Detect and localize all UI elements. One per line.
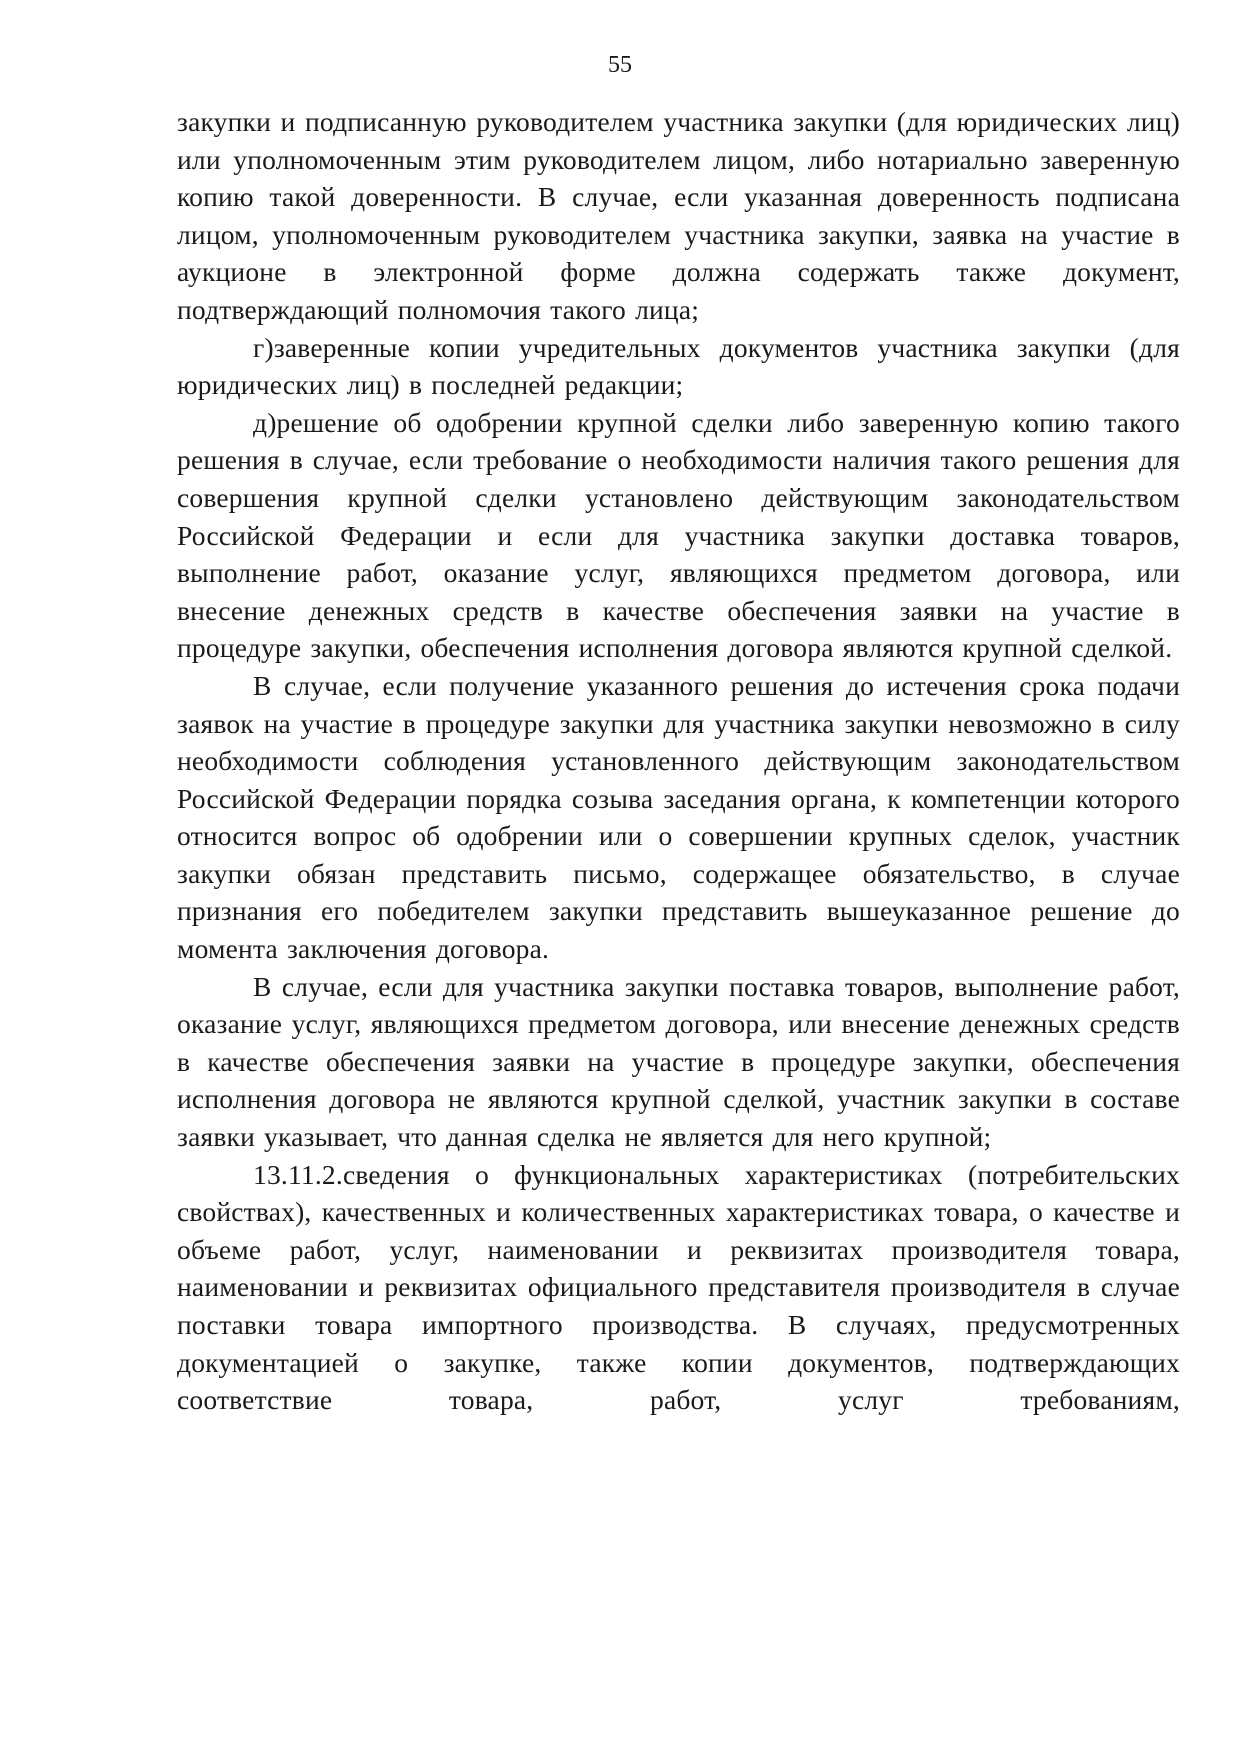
paragraph-large-deal-deadline: В случае, если получение указанного решения до истечения срока подачи заявок на участие в процедуре закупки для участника закупки невозможно в силу необходимости соблюдения установленного действующим законодательством Российской Федерации порядка созыва заседания органа, к компетенции которого относится вопрос об одобрении или о совершении крупных сделок, участник закупки обязан представить письмо, содержащее обязательство, в случае признания его победителем закупки представить вышеуказанное решение до момента заключения договора. xyxy=(177,669,1180,965)
paragraph-item-g: г)заверенные копии учредительных документов участника закупки (для юридических лиц) в последней редакции; xyxy=(177,331,1180,401)
paragraph-section-13-11-2: 13.11.2.сведения о функциональных характеристиках (потребительских свойствах), качественных и количественных характеристиках товара, о качестве и объеме работ, услуг, наименовании и реквизитах производителя товара, наименовании и реквизитах официального представителя производителя в случае поставки товара импортного производства. В случаях, предусмотренных документацией о закупке, также копии документов, подтверждающих соответствие товара, работ, услуг требованиям, xyxy=(177,1158,1180,1416)
paragraph-continuation: закупки и подписанную руководителем участника закупки (для юридических лиц) или уполномоченным этим руководителем лицом, либо нотариально заверенную копию такой доверенности. В случае, если указанная доверенность подписана лицом, уполномоченным руководителем участника закупки, заявка на участие в аукционе в электронной форме должна содержать также документ, подтверждающий полномочия такого лица; xyxy=(177,106,1180,325)
page-number: 55 xyxy=(608,52,632,78)
paragraph-item-d: д)решение об одобрении крупной сделки либо заверенную копию такого решения в случае, если требование о необходимости наличия такого решения для совершения крупной сделки установлено действующим законодательством Российской Федерации и если для участника закупки доставка товаров, выполнение работ, оказание услуг, являющихся предметом договора, или внесение денежных средств в качестве обеспечения заявки на участие в процедуре закупки, обеспечения исполнения договора являются крупной сделкой. xyxy=(177,406,1180,664)
paragraph-not-large-deal: В случае, если для участника закупки поставка товаров, выполнение работ, оказание услуг, являющихся предметом договора, или внесение денежных средств в качестве обеспечения заявки на участие в процедуре закупки, обеспечения исполнения договора не являются крупной сделкой, участник закупки в составе заявки указывает, что данная сделка не является для него крупной; xyxy=(177,970,1180,1153)
document-body xyxy=(177,103,1180,1419)
